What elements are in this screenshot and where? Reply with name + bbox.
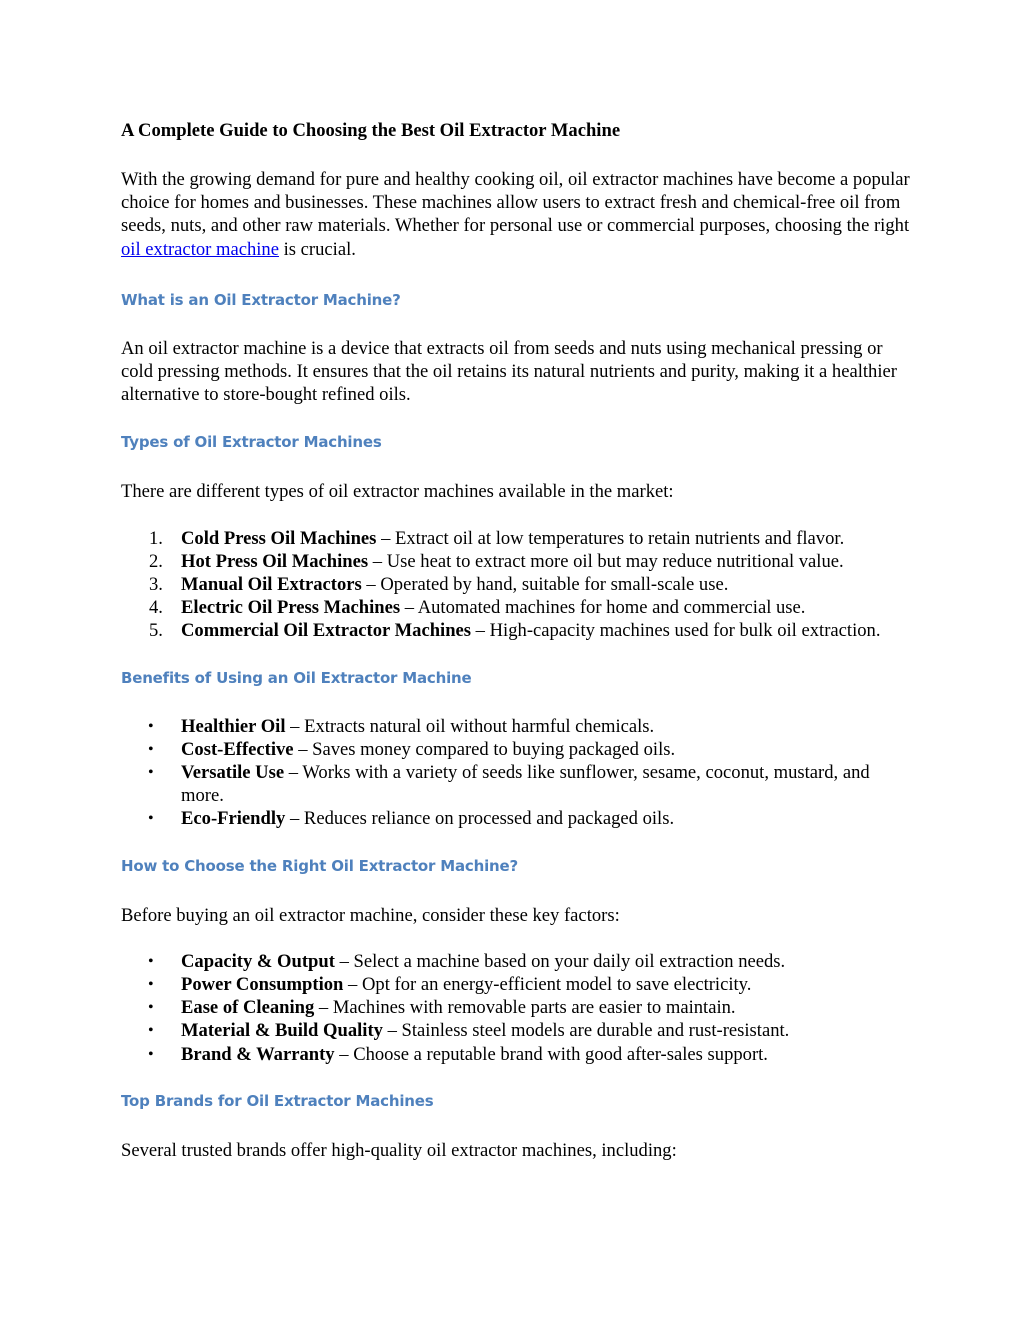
list-number: 1. — [149, 527, 163, 549]
heading-what-is: What is an Oil Extractor Machine? — [121, 290, 401, 309]
bullet-icon: • — [148, 764, 154, 782]
list-item-text: – Extracts natural oil without harmful chemicals. — [285, 715, 655, 737]
types-paragraph: There are different types of oil extractor machines available in the market: — [121, 481, 674, 503]
bullet-icon: • — [148, 1045, 154, 1063]
intro-text-end: is crucial. — [278, 238, 356, 260]
list-item-text: – Machines with removable parts are easier to maintain. — [314, 997, 736, 1019]
heading-types: Types of Oil Extractor Machines — [121, 433, 382, 452]
list-item — [121, 596, 911, 619]
list-item-title: Hot Press Oil Machines — [181, 550, 369, 572]
list-item-title: Capacity & Output — [181, 950, 335, 972]
bullet-icon: • — [148, 717, 154, 735]
list-item — [121, 527, 911, 550]
list-item-title: Manual Oil Extractors — [181, 574, 362, 596]
benefits-list — [121, 715, 911, 831]
factors-list — [121, 950, 911, 1066]
list-item-title: Cost-Effective — [181, 738, 294, 760]
list-item-text: – Reduces reliance on processed and packaged oils. — [285, 808, 675, 830]
list-item — [121, 619, 911, 642]
list-item — [121, 761, 911, 807]
list-number: 3. — [149, 574, 163, 596]
brands-paragraph: Several trusted brands offer high-quality oil extractor machines, including: — [121, 1139, 677, 1161]
list-item — [121, 1019, 911, 1042]
list-item-title: Power Consumption — [181, 974, 344, 996]
list-item-title: Brand & Warranty — [181, 1043, 335, 1065]
list-number: 5. — [149, 620, 163, 642]
list-item — [121, 1043, 911, 1066]
heading-benefits: Benefits of Using an Oil Extractor Machine — [121, 668, 472, 687]
list-item — [121, 807, 911, 830]
bullet-icon: • — [148, 1022, 154, 1040]
list-item — [121, 738, 911, 761]
list-item-title: Healthier Oil — [181, 715, 286, 737]
bullet-icon: • — [148, 999, 154, 1017]
document-title: A Complete Guide to Choosing the Best Oil Extractor Machine — [121, 120, 621, 141]
list-item-text: – Opt for an energy-efficient model to save electricity. — [343, 974, 752, 996]
oil-extractor-machine-link[interactable]: oil extractor machine — [121, 238, 279, 260]
bullet-icon: • — [148, 740, 154, 758]
list-number: 2. — [149, 550, 163, 572]
list-item — [121, 973, 911, 996]
intro-paragraph — [121, 168, 911, 261]
list-item — [121, 573, 911, 596]
list-item-title: Commercial Oil Extractor Machines — [181, 620, 472, 642]
document-page — [121, 118, 911, 1162]
list-item — [121, 950, 911, 973]
list-item-text: – Saves money compared to buying packaged oils. — [293, 738, 676, 760]
bullet-icon: • — [148, 810, 154, 828]
list-item-text: – Select a machine based on your daily oil extraction needs. — [334, 950, 786, 972]
list-item-title: Ease of Cleaning — [181, 997, 315, 1019]
intro-text: With the growing demand for pure and healthy cooking oil, oil extractor machines have become a popular choice for homes and businesses. These machines allow users to extract fresh and chemical-free oil from seeds, nuts, and other raw materials. Whether for personal use or commercial purposes, choosing the right — [121, 169, 910, 237]
list-item-text: – Choose a reputable brand with good after-sales support. — [334, 1043, 768, 1065]
list-item — [121, 996, 911, 1019]
choose-paragraph: Before buying an oil extractor machine, consider these key factors: — [121, 904, 620, 926]
bullet-icon: • — [148, 952, 154, 970]
list-item-text: – Works with a variety of seeds like sunflower, sesame, coconut, mustard, and more. — [181, 762, 870, 807]
list-item-text: – Extract oil at low temperatures to retain nutrients and flavor. — [376, 527, 845, 549]
heading-top-brands: Top Brands for Oil Extractor Machines — [121, 1091, 434, 1110]
list-item-title: Versatile Use — [181, 762, 285, 784]
bullet-icon: • — [148, 976, 154, 994]
list-item — [121, 550, 911, 573]
list-item-text: – Use heat to extract more oil but may reduce nutritional value. — [368, 550, 844, 572]
list-item-text: – Operated by hand, suitable for small-scale use. — [361, 574, 729, 596]
list-number: 4. — [149, 597, 163, 619]
list-item-title: Material & Build Quality — [181, 1020, 383, 1042]
list-item — [121, 715, 911, 738]
types-list — [121, 527, 911, 643]
what-is-paragraph: An oil extractor machine is a device that extracts oil from seeds and nuts using mechanical pressing or cold pressing methods. It ensures that the oil retains its natural nutrients and purity, making it a healthier alternative to store-bought refined oils. — [121, 337, 897, 406]
list-item-title: Eco-Friendly — [181, 808, 286, 830]
list-item-text: – Automated machines for home and commercial use. — [400, 597, 806, 619]
list-item-title: Electric Oil Press Machines — [181, 597, 401, 619]
list-item-text: – High-capacity machines used for bulk oil extraction. — [471, 620, 881, 642]
list-item-text: – Stainless steel models are durable and rust-resistant. — [382, 1020, 790, 1042]
heading-how-to-choose: How to Choose the Right Oil Extractor Machine? — [121, 856, 518, 875]
list-item-title: Cold Press Oil Machines — [181, 527, 377, 549]
